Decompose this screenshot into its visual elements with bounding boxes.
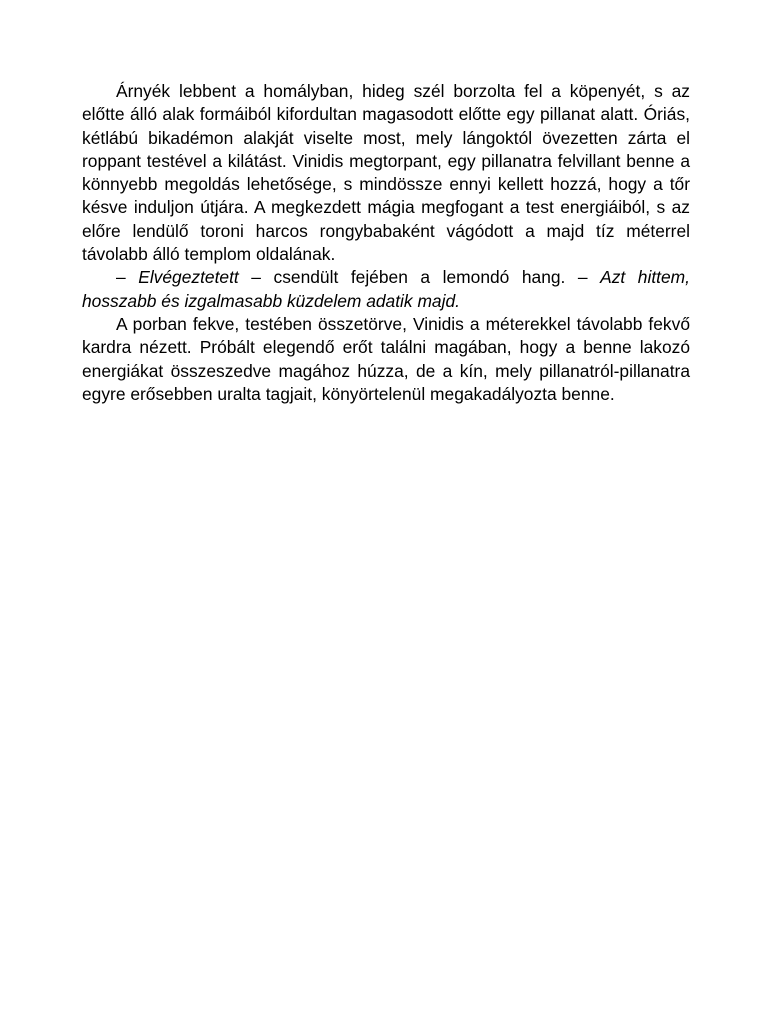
body-text — [82, 80, 690, 406]
dialogue-italic-2: Azt hittem, hosszabb és izgalmasabb küzdelem adatik majd. — [82, 267, 690, 311]
paragraph-1: Árnyék lebbent a homályban, hideg szél borzolta fel a köpenyét, s az előtte álló alak formáiból kifordultan magasodott előtte egy pillanat alatt. Óriás, kétlábú bikadémon alakját viselte most, mely lángoktól övezetten zárta el roppant testével a kilátást. Vinidis megtorpant, egy pillanatra felvillant benne a könnyebb megoldás lehetősége, s mindössze ennyi kellett hozzá, hogy a tőr késve induljon útjára. A megkezdett mágia megfogant a test energiáiból, s az előre lendülő toroni harcos rongybabaként vágódott a majd tíz méterrel távolabb álló templom oldalának. — [82, 81, 690, 265]
dialogue-italic-1: Elvégeztetett — [138, 267, 239, 288]
dialogue-middle: – csendült fejében a lemondó hang. – — [238, 267, 601, 288]
paragraph-3: A porban fekve, testében összetörve, Vinidis a méterekkel távolabb fekvő kardra nézett. Próbált elegendő erőt találni magában, hogy a benne lakozó energiákat összeszedve magához húzza, de a kín, mely pillanatról-pillanatra egyre erősebben uralta tagjait, könyörtelenül megakadályozta benne. — [82, 313, 690, 404]
dialogue-dash-open: – — [116, 267, 139, 288]
paragraph-2 — [82, 266, 690, 313]
